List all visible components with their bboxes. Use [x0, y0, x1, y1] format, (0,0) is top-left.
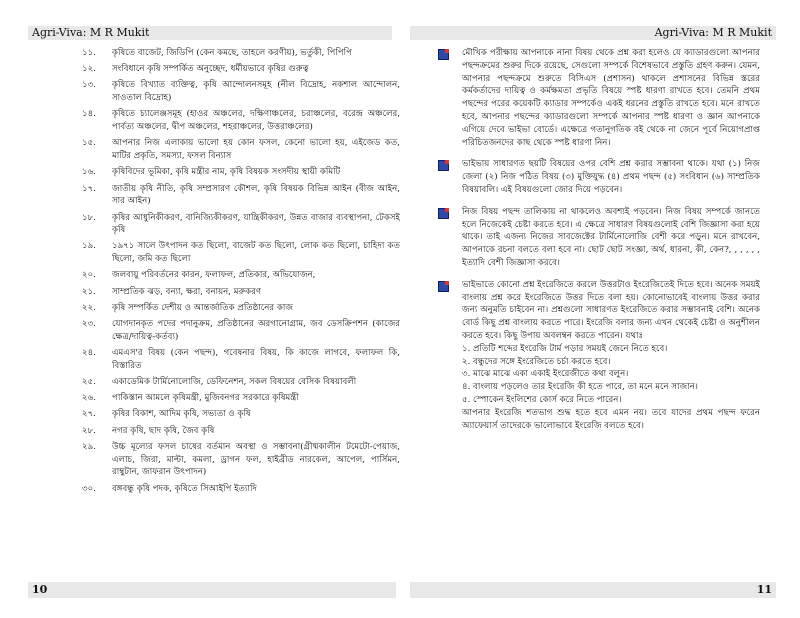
bullet-icon — [438, 160, 449, 171]
list-item — [82, 441, 400, 479]
tip-line: ৪. বাংলায় পড়লেও তার ইংরেজি কী হতে পারে, তা মনে মনে সাজান। — [462, 382, 698, 393]
page-number-left: 10 — [28, 582, 396, 598]
item-text: কৃষিতে চ্যালেঞ্জসমূহ (হাওর অঞ্চলের, দক্ষিণাঞ্চলের, চরাঞ্চলের, বরেন্দ্র অঞ্চলের, পার্বত্য অঞ্চলের, দ্বীপ অঞ্চলের, শহরাঞ্চলের, উত্তরাঞ্চলের) — [112, 109, 400, 133]
list-item — [82, 392, 400, 405]
list-item — [82, 183, 400, 209]
paragraph-text: নিজ বিষয় পছন্দ তালিকায় না থাকলেও অবশ্যই পড়বেন। নিজ বিষয় সম্পর্কে জানতে হলে নিজেকেই চেষ্টা করতে হবে। এ ক্ষেত্রে সাধারণ বিষয়গুলোই বেশি জিজ্ঞাসা করা হয়ে থাকে। তাই এজন্য নিজের সাবজেক্টের টার্মিনোলোজি বেশী করে পড়ুন। মনে রাখবেন, আপনাকে রচনা বলতে বলা হবে না। ছোট ছোট সংজ্ঞা, অর্থ, ধারনা, কী, কেন?, , , , , , ইত্যাদি বেশী জিজ্ঞাসা করবে। — [462, 206, 760, 268]
item-number: ২৭. — [82, 409, 96, 420]
item-text: জলবায়ু পরিবর্তনের কারন, ফলাফল, প্রতিকার, অভিযোজন, — [112, 270, 316, 281]
item-text: যোগদানকৃত পদের পদানুক্রম, প্রতিষ্ঠানের অরগানোগ্রাম, জব ডেসক্রিপশন (কাজের ক্ষেত্র/দায়িত্ব-কর্তব্য) — [112, 319, 400, 342]
bullet-icon — [438, 49, 449, 60]
list-item — [82, 425, 400, 438]
item-number: ১২. — [82, 64, 96, 75]
item-text: জাতীয় কৃষি নীতি, কৃষি সম্প্রসারণ কৌশল, কৃষি বিষয়ক বিভিন্ন আইন (বীজ আইন, সার আইন) — [112, 183, 400, 207]
item-text: ১৯৭১ সালে উৎপাদন কত ছিলো, বাজেট কত ছিলো, লোক কত ছিলো, চাহিদা কত ছিলো, জমি কত ছিলো — [112, 241, 400, 265]
list-item — [82, 318, 400, 344]
item-text: নগর কৃষি, ছাদ কৃষি, জৈব কৃষি — [112, 425, 215, 436]
item-text: কৃষিতে বাজেট, জিডিপি (কেন কমছে, তাহলে করণীয়), ভর্তুকী, পিপিপি — [112, 48, 352, 58]
advice-paragraph — [438, 47, 760, 149]
item-text: কৃষি সম্পর্কিত দেশীয় ও আন্তর্জাতিক প্রতিষ্ঠানের কাজ — [112, 302, 294, 313]
list-item — [82, 483, 400, 496]
list-item — [82, 347, 400, 373]
item-text: বঙ্গবন্ধু কৃষি পদক, কৃষিতে সিআইপি ইত্যাদি — [112, 483, 257, 494]
list-item — [82, 79, 400, 105]
item-text: কৃষিতে বিখ্যাত ব্যক্তিত্ব, কৃষি আন্দোলনসমূহ (নীল বিদ্রোহ, নকশাল আন্দোলন, সাওতাল বিদ্রোহ) — [112, 80, 400, 104]
item-number: ২৯. — [82, 441, 96, 452]
list-item — [82, 212, 400, 238]
item-number: ২৬. — [82, 393, 96, 404]
bullet-icon — [438, 281, 449, 292]
topic-list — [82, 47, 400, 499]
item-text: সংবিধানে কৃষি সম্পর্কিত অনুচ্ছেদ, ধর্মীয়ভাবে কৃষির গুরুত্ব — [112, 64, 309, 75]
tip-line: ২. বন্ধুদের সঙ্গে ইংরেজিতে চর্চা করতে হবে। — [462, 356, 611, 367]
item-number: ২২. — [82, 302, 96, 313]
advice-paragraph — [438, 206, 760, 270]
item-number: ২৫. — [82, 377, 96, 387]
paragraph-text: মৌখিক পরীক্ষায় আপনাকে নানা বিষয় থেকে প্রশ্ন করা হলেও যে ক্যাডারগুলো আপনার পছন্দক্রমের শুরুর দিকে রয়েছে, সেগুলো সম্পর্কে বিশেষভাবে প্রস্তুতি গ্রহণ করুন। যেমন, আপনার পছন্দক্রমে শুরুতে বিসিএস (প্রশাসন) থাকলে প্রশাসনের বিভিন্ন স্তরের কর্মকর্তাদের দায়িত্ব ও কর্মক্ষমতা প্রভৃতি বিষয়ে স্পষ্ট ধারণা রাখতে হবে। তেমনি প্রথম পছন্দের পরের কয়েকটি ক্যাডার সম্পর্কেও একই ধরনের প্রস্তুতি রাখতে হবে। মনে রাখতে হবে, আপনার পছন্দের ক্যাডারগুলো সম্পর্কে আপনার স্পষ্ট ধারণা ও জ্ঞান আপনাকে এগিয়ে দেবে ভাইভা বোর্ডে। এক্ষেত্রে গতানুগতিক বই থেকে না জেনে পূর্বে নিয়োগপ্রাপ্ত পরিচিতজনদের কাছ থেকে স্পষ্ট ধারণা নিন। — [462, 48, 760, 148]
page-number-right: 11 — [410, 582, 776, 598]
item-text: পাকিস্তান আমলে কৃষিমন্ত্রী, মুজিবনগর সরকারে কৃষিমন্ত্রী — [112, 393, 299, 404]
item-number: ১৫. — [82, 138, 96, 149]
list-item — [82, 269, 400, 282]
item-number: ২০. — [82, 270, 96, 281]
list-item — [82, 408, 400, 421]
advice-paragraph — [438, 279, 760, 433]
tip-line: ৩. মাঝে মাঝে একা একাই ইংরেজীতে কথা বলুন। — [462, 369, 629, 380]
item-number: ১৯. — [82, 241, 96, 252]
page-header-left: Agri-Viva: M R Mukit — [28, 26, 392, 40]
list-item — [82, 63, 400, 76]
item-text: উচ্চ মূল্যের ফসল চাষের বর্তমান অবস্থা ও সম্ভাবনা(গ্রীষ্মকালীন টমেটো-পেয়াজ, এলাচ, জিরা, মাল্টা, কমলা, ড্রাগন ফল, হাইব্রীড নারকেল, আপেল, পার্সিমন, রাম্বুটান, জাফরান উৎপাদন) — [112, 441, 400, 478]
paragraph-closing: আপনার ইংরেজি শতভাগ শুদ্ধ হতে হবে এমন নয়। তবে যাদের প্রথম পছন্দ ফরেন অ্যাফেয়ার্স তাদেরকে ভালোভাবে ইংরেজি বলতে হবে। — [462, 407, 760, 431]
tip-line: ৫. স্পোকেন ইংলিশের কোর্স করে নিতে পারেন। — [462, 394, 622, 405]
list-item — [82, 302, 400, 315]
item-number: ১৬. — [82, 167, 96, 178]
item-number: ২৪. — [82, 348, 96, 359]
list-item — [82, 137, 400, 163]
list-item — [82, 108, 400, 134]
item-text: আপনার নিজ এলাকায় ভালো হয় কোন ফসল, কেনো ভালো হয়, এইজেড কত, মাটির প্রকৃতি, সমস্যা, ফসল বিন্যাস — [112, 138, 400, 162]
list-item — [82, 240, 400, 266]
item-text: কৃষির আধুনিকীকরণ, বানিজ্যিকীকরণ, যান্ত্রিকীকরণ, উন্নত বাজার ব্যবস্থাপনা, টেকসই কৃষি — [112, 212, 400, 236]
item-text: একাডেমিক টার্মিনোলোজি, ডেফিনেশন, সকল বিষয়ের বেসিক বিষয়াবলী — [112, 377, 357, 387]
list-item — [82, 47, 400, 60]
item-number: ২১. — [82, 286, 96, 297]
item-number: ১৩. — [82, 80, 96, 91]
item-number: ১৮. — [82, 212, 96, 223]
item-text: কৃষির বিকাশ, আদিম কৃষি, সভ্যতা ও কৃষি — [112, 409, 251, 420]
item-number: ১৪. — [82, 109, 96, 120]
item-number: ২৩. — [82, 319, 96, 330]
advice-paragraph — [438, 158, 760, 196]
paragraph-text: ভাইভায় সাধারণত ছয়টি বিষয়ের ওপর বেশি প্রশ্ন করার সম্ভাবনা থাকে। যথা (১) নিজ জেলা (২) নিজ পঠিত বিষয় (৩) মুক্তিযুদ্ধ (৪) প্রথম পছন্দ (৫) সংবিধান (৬) সাম্প্রতিক বিষয়াবলি। এই বিষয়গুলো জোর দিয়ে পড়বেন। — [462, 159, 760, 195]
item-text: সাম্প্রতিক ঝড়, বন্যা, ক্ষরা, বনায়ন, মরুকরণ — [112, 286, 262, 297]
item-number: ১১. — [82, 48, 96, 58]
paragraph-text: ভাইভাতে কোনো প্রশ্ন ইংরেজিতে করলে উত্তরটাও ইংরেজিতেই দিতে হবে। অনেক সময়ই বাংলায় প্রশ্ন করে ইংরেজিতে উত্তর দিতে বলা হয়। কোনোভাবেই বাংলায় উত্তর করার জন্য অনুমতি চাইবেন না। প্রশ্নগুলো সাধারণত ইংরেজিতে করার সম্ভাবনাই বেশি। অনেক বোর্ড কিছু প্রশ্ন বাংলায় করতে পারে। ইংরেজি বলার জন্য এখন থেকেই চেষ্টা ও অনুশীলন করতে হবে। কিছু উপায় অবলম্বন করতে পারেন। যথাঃ — [462, 279, 761, 341]
item-number: ৩০. — [82, 483, 96, 494]
list-item — [82, 376, 400, 389]
tip-line: ১. প্রতিটি শব্দের ইংরেজি টার্ম পড়ার সময়ই জেনে নিতে হবে। — [462, 343, 668, 354]
item-number: ১৭. — [82, 183, 96, 194]
list-item — [82, 166, 400, 179]
item-number: ২৮. — [82, 425, 96, 436]
bullet-icon — [438, 208, 449, 219]
page-header-right: Agri-Viva: M R Mukit — [410, 26, 776, 40]
item-text: এমএস'র বিষয় (কেন পছন্দ), গবেষনার বিষয়, কি কাজে লাগবে, ফলাফল কি, বিস্তারিত — [112, 348, 400, 371]
item-text: কৃষিবিদের ভূমিকা, কৃষি মন্ত্রীর নাম, কৃষি বিষয়ক সংসদীয় স্থায়ী কমিটি — [112, 167, 341, 178]
advice-column — [438, 47, 760, 441]
list-item — [82, 286, 400, 299]
